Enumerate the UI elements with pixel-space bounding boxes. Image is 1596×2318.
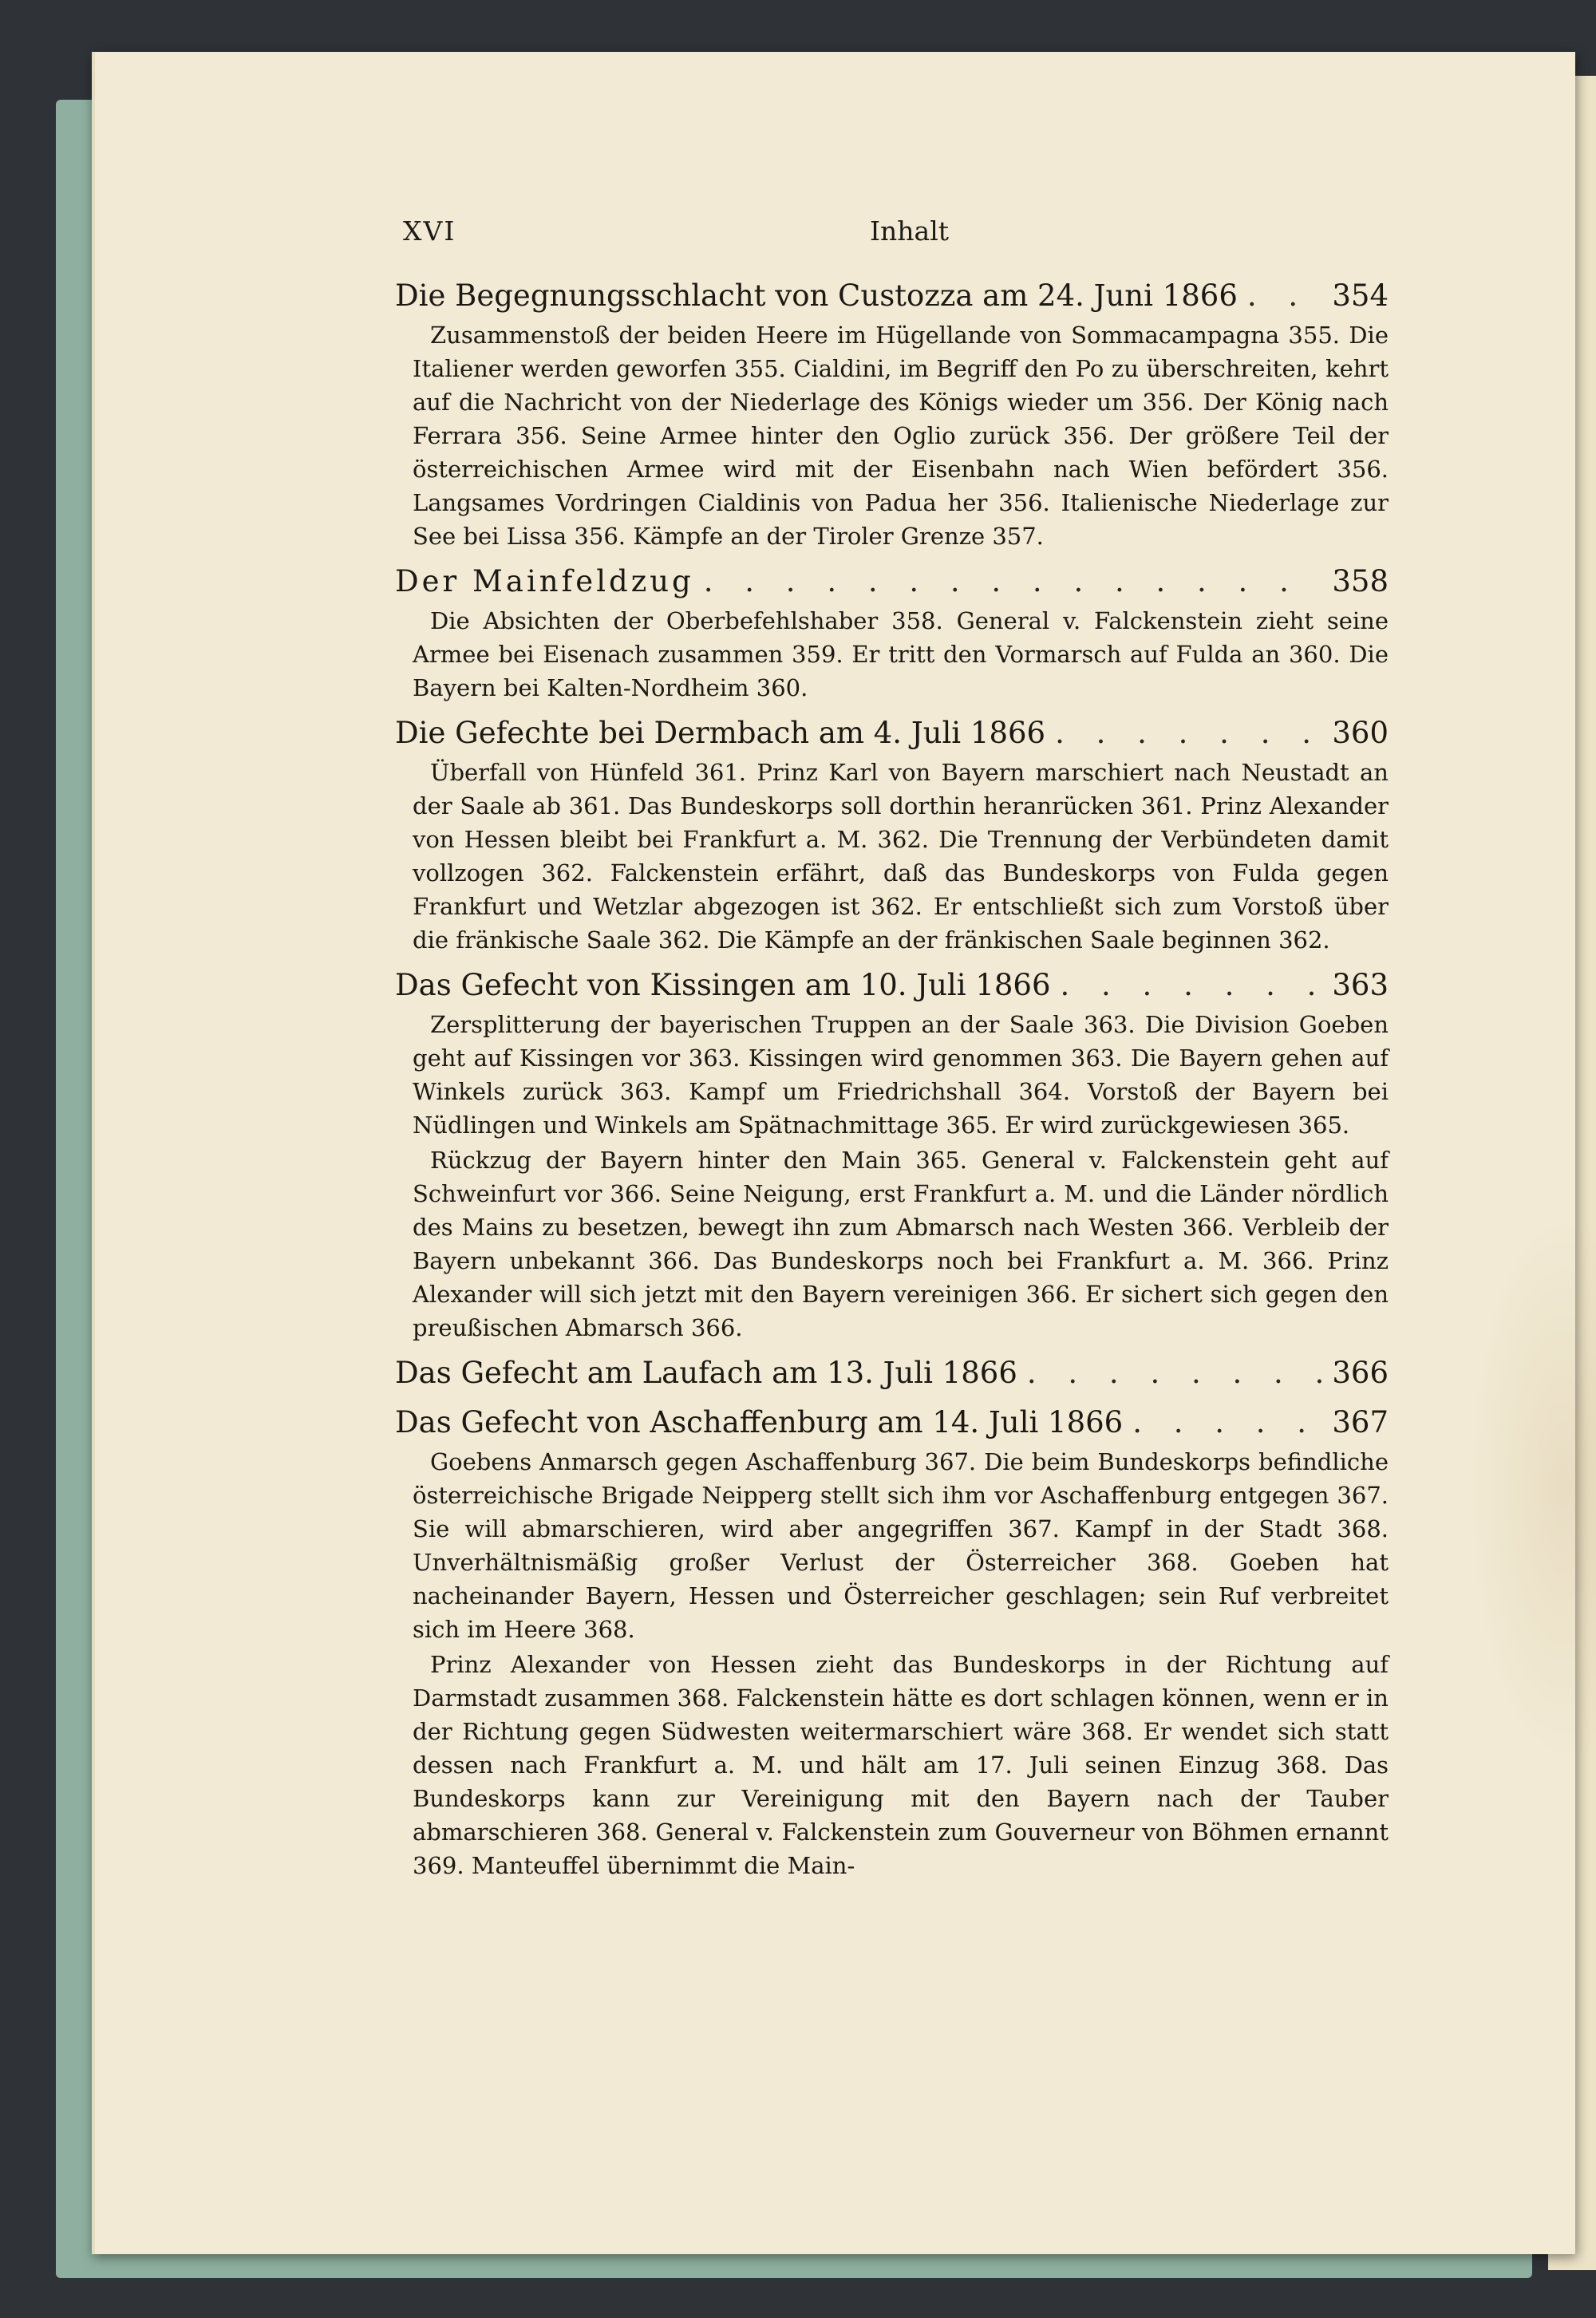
toc-entry-summary: Zersplitterung der bayerischen Truppen an der Saale 363. Die Division Goeben geht auf Kissingen vor 363. Kissingen wird genommen 363. Die Bayern gehen auf Winkels zurück 363. Kampf um Friedrichshall 364. Vorstoß der Bayern bei Nüdlingen und Winkels am Spätnachmittage 365. Er wird zurückgewiesen 365. (413, 1011, 1389, 1139)
running-title: Inhalt (870, 215, 950, 247)
toc-heading (395, 1352, 1389, 1394)
toc-entry-summary: Überfall von Hünfeld 361. Prinz Karl von Bayern marschiert nach Neustadt an der Saale ab 361. Das Bundeskorps soll dorthin heranrücken 361. Prinz Alexander von Hessen bleibt bei Frankfurt a. M. 362. Die Trennung der Verbündeten damit vollzogen 362. Falckenstein erfährt, daß das Bundeskorps von Fulda gegen Frankfurt und Wetzlar abgezogen ist 362. Er entschließt sich zum Vorstoß über die fränkische Saale 362. Die Kämpfe an der fränkischen Saale beginnen 362. (413, 759, 1389, 954)
toc-entry-summary: Zusammenstoß der beiden Heere im Hügellande von Sommacampagna 355. Die Italiener werden geworfen 355. Cialdini, im Begriff den Po zu überschreiten, kehrt auf die Nachricht von der Niederlage des Königs wieder um 356. Der König nach Ferrara 356. Seine Armee hinter den Oglio zurück 356. Der größere Teil der österreichischen Armee wird mit der Eisenbahn nach Wien befördert 356. Langsames Vordringen Cialdinis von Padua her 356. Italienische Niederlage zur See bei Lissa 356. Kämpfe an der Tiroler Grenze 357. (413, 322, 1389, 550)
dot-leader (1132, 1402, 1322, 1443)
dot-leader (1061, 965, 1323, 1006)
table-of-contents (395, 275, 1389, 1890)
toc-entry-aschaffenburg (395, 1402, 1389, 1882)
toc-entry-page: 367 (1332, 1405, 1389, 1439)
toc-entry-title: Die Gefechte bei Dermbach am 4. Juli 1866 (395, 716, 1046, 750)
toc-entry-summary-continued: Prinz Alexander von Hessen zieht das Bundeskorps in der Richtung auf Darmstadt zusammen 368. Falckenstein hätte es dort schlagen können, wenn er in der Richtung gegen Südwesten weitermarschiert wäre 368. Er wendet sich statt dessen nach Frankfurt a. M. und hält am 17. Juli seinen Einzug 368. Das Bundeskorps kann zur Vereinigung mit den Bayern nach der Tauber abmarschieren 368. General v. Falckenstein zum Gouverneur von Böhmen ernannt 369. Manteuffel übernimmt die Main- (413, 1651, 1389, 1879)
dot-leader (704, 561, 1323, 602)
toc-entry-page: 358 (1332, 564, 1389, 598)
toc-heading (395, 275, 1389, 317)
toc-entry-custozza (395, 275, 1389, 553)
page-number: XVI (403, 215, 456, 247)
dot-leader (1247, 275, 1322, 317)
paper-stain (1468, 1209, 1596, 1767)
toc-entry-title: Das Gefecht von Kissingen am 10. Juli 1866 (395, 968, 1051, 1002)
toc-entry-page: 354 (1332, 278, 1389, 313)
toc-entry-title: Das Gefecht von Aschaffenburg am 14. Juli 1866 (395, 1405, 1124, 1439)
toc-entry-kissingen (395, 965, 1389, 1345)
toc-entry-title: Das Gefecht am Laufach am 13. Juli 1866 (395, 1356, 1017, 1390)
toc-heading (395, 1402, 1389, 1443)
toc-entry-summary: Goebens Anmarsch gegen Aschaffenburg 367. Die beim Bundeskorps befindliche österreichische Brigade Neipperg stellt sich ihm vor Aschaffenburg entgegen 367. Sie will abmarschieren, wird aber angegriffen 367. Kampf in der Stadt 368. Unverhältnismäßig großer Verlust der Österreicher 368. Goeben hat nacheinander Bayern, Hessen und Österreicher geschlagen; sein Ruf verbreitet sich im Heere 368. (413, 1448, 1389, 1643)
toc-entry-page: 366 (1332, 1356, 1389, 1390)
toc-entry-dermbach (395, 713, 1389, 957)
toc-heading (395, 713, 1389, 754)
toc-entry-page: 360 (1332, 716, 1389, 750)
toc-entry-mainfeldzug (395, 561, 1389, 705)
dot-leader (1055, 713, 1322, 754)
toc-entry-laufach (395, 1352, 1389, 1394)
page-header (403, 215, 1385, 255)
toc-entry-title: Die Begegnungsschlacht von Custozza am 24. Juni 1866 (395, 278, 1238, 313)
toc-entry-page: 363 (1332, 968, 1389, 1002)
toc-heading (395, 561, 1389, 602)
toc-heading (395, 965, 1389, 1006)
dot-leader (1027, 1352, 1322, 1394)
toc-entry-title: Der Mainfeldzug (395, 564, 694, 598)
toc-entry-summary: Die Absichten der Oberbefehlshaber 358. General v. Falckenstein zieht seine Armee bei Eisenach zusammen 359. Er tritt den Vormarsch auf Fulda an 360. Die Bayern bei Kalten-Nordheim 360. (413, 607, 1389, 701)
toc-entry-summary-continued: Rückzug der Bayern hinter den Main 365. General v. Falckenstein geht auf Schweinfurt vor 366. Seine Neigung, erst Frankfurt a. M. und die Länder nördlich des Mains zu besetzen, bewegt ihn zum Abmarsch nach Westen 366. Verbleib der Bayern unbekannt 366. Das Bundeskorps noch bei Frankfurt a. M. 366. Prinz Alexander will sich jetzt mit den Bayern vereinigen 366. Er sichert sich gegen den preußischen Abmarsch 366. (413, 1147, 1389, 1341)
